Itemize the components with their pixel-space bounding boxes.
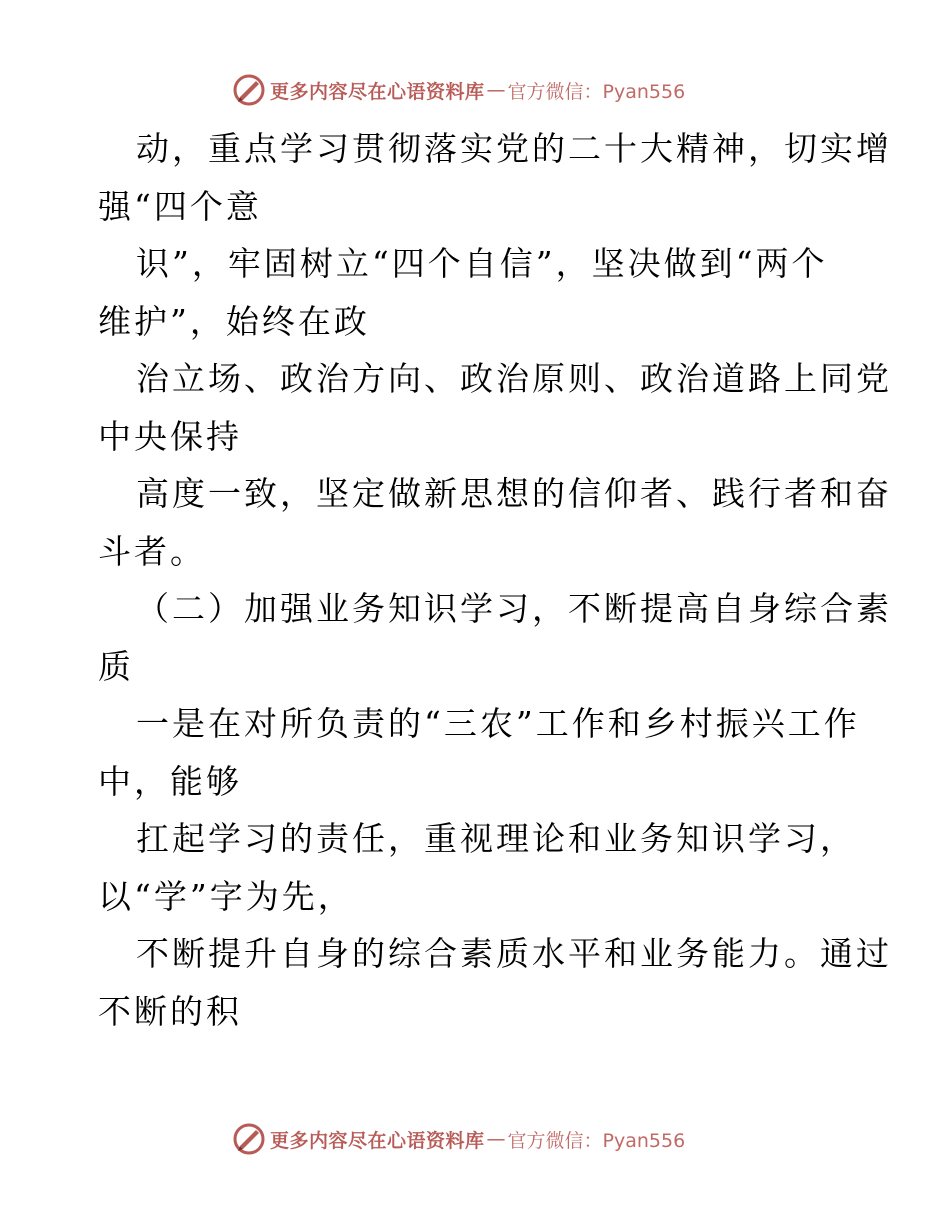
paragraph-line: 中央保持 [98,416,242,456]
paragraph [98,350,892,465]
paragraph-line: 斗者。 [98,531,206,571]
paragraph-line: 不断的积 [98,991,242,1031]
paragraph [98,810,858,925]
pen-logo-icon [232,73,266,107]
watermark-main-text: 更多内容尽在心语资料库 [270,1129,485,1152]
paragraph-line: 不断提升自身的综合素质水平和业务能力。通过 [136,934,892,973]
paragraph-line: 以“学”字为先， [98,876,354,916]
paragraph-line: （二）加强业务知识学习，不断提高自身综合素 [136,589,892,628]
paragraph [98,120,892,235]
watermark-separator: — [486,79,506,101]
paragraph-line: 中，能够 [98,761,242,801]
paragraph-line: 扛起学习的责任，重视理论和业务知识学习， [136,819,856,858]
watermark-separator: — [486,1128,506,1150]
paragraph-line: 动，重点学习贯彻落实党的二十大精神，切实增 [136,129,892,168]
paragraph-line: 高度一致，坚定做新思想的信仰者、践行者和奋 [136,474,892,513]
paragraph-line: 一是在对所负责的“三农”工作和乡村振兴工作 [136,704,860,743]
paragraph-line: 质 [98,646,134,686]
paragraph-line: 治立场、政治方向、政治原则、政治道路上同党 [136,359,892,398]
paragraph [98,465,892,580]
paragraph-line: 维护”，始终在政 [98,301,370,341]
watermark-wechat-text: 官方微信：Pyan556 [507,1129,686,1152]
watermark-main-text: 更多内容尽在心语资料库 [270,80,485,103]
section-heading [98,580,892,695]
footer-watermark [232,1121,732,1157]
paragraph [98,695,858,810]
document-body [98,120,892,1040]
watermark-wechat-text: 官方微信：Pyan556 [507,80,686,103]
paragraph-line: 识”，牢固树立“四个自信”，坚决做到“两个 [136,244,828,283]
paragraph [98,925,892,1040]
pen-logo-icon [232,1122,266,1156]
paragraph-line: 强“四个意 [98,186,262,226]
header-watermark [232,72,732,108]
paragraph [98,235,858,350]
